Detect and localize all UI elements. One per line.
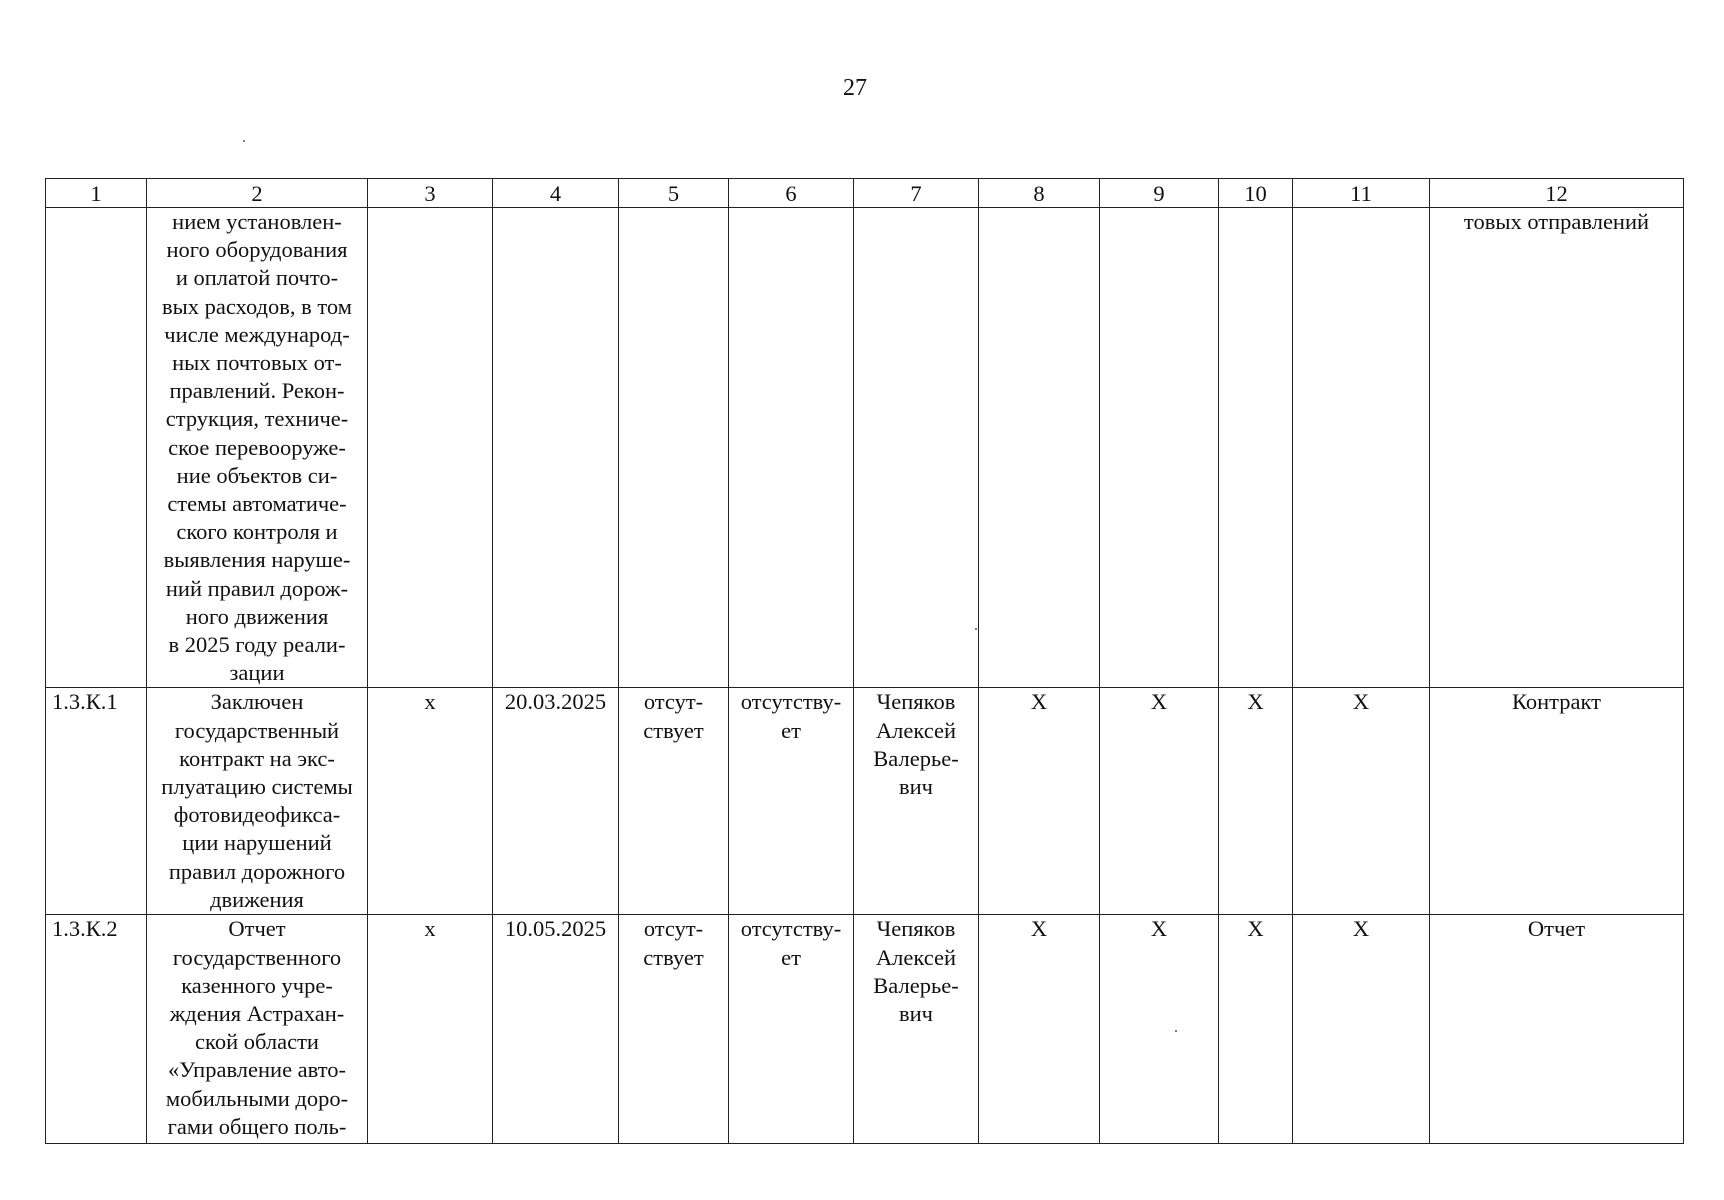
row-col3: х — [424, 689, 436, 715]
row-col10: X — [1247, 916, 1264, 942]
table-cell — [979, 688, 1100, 915]
table-cell — [1100, 915, 1219, 1144]
table-cell — [1430, 688, 1684, 915]
column-header: 3 — [368, 179, 493, 208]
continued-result: товых отправлений — [1463, 209, 1650, 234]
table-cell — [729, 688, 854, 915]
table-cell — [1100, 208, 1219, 688]
row-col5: отсут- ствует — [643, 916, 704, 970]
row-col10: X — [1247, 689, 1264, 715]
row-col6: отсутству- ет — [740, 689, 842, 743]
table-cell — [368, 915, 493, 1144]
table-cell — [729, 915, 854, 1144]
table-cell — [147, 915, 368, 1144]
table-cell — [1430, 208, 1684, 688]
column-header: 11 — [1293, 179, 1430, 208]
table-cell — [46, 915, 147, 1144]
table-cell — [1219, 208, 1293, 688]
row-col9: X — [1150, 916, 1168, 942]
table-cell — [619, 208, 729, 688]
row-col5: отсут- ствует — [643, 689, 704, 743]
column-header: 5 — [619, 179, 729, 208]
column-header: 2 — [147, 179, 368, 208]
row-description: Отчет государственного казенного учре- ждения Астрахан- ской области «Управление авто- мобильными доро- гами общего поль- — [165, 916, 349, 1139]
continuation-row — [46, 208, 1684, 688]
table-cell — [493, 915, 619, 1144]
table-cell — [368, 688, 493, 915]
table-cell — [854, 208, 979, 688]
row-date: 10.05.2025 — [504, 916, 607, 942]
header-row — [46, 179, 1684, 208]
table-cell — [619, 688, 729, 915]
table-cell — [147, 208, 368, 688]
row-result: Отчет — [1527, 916, 1586, 942]
row-date: 20.03.2025 — [504, 689, 607, 715]
column-header: 1 — [46, 179, 147, 208]
table-cell — [493, 688, 619, 915]
table-cell — [854, 915, 979, 1144]
row-col9: X — [1150, 689, 1168, 715]
table-cell — [854, 688, 979, 915]
scan-speck — [975, 628, 977, 630]
row-number: 1.3.К.1 — [52, 689, 118, 715]
table-cell — [1430, 915, 1684, 1144]
row-col8: X — [1030, 916, 1048, 942]
row-result: Контракт — [1512, 689, 1601, 715]
table-cell — [46, 208, 147, 688]
table-cell — [368, 208, 493, 688]
row-col6: отсутству- ет — [740, 916, 842, 970]
table-cell — [147, 688, 368, 915]
table-cell — [1219, 915, 1293, 1144]
table-cell — [1219, 688, 1293, 915]
data-table — [45, 178, 1684, 1144]
table-cell — [1293, 688, 1430, 915]
table-cell — [1100, 688, 1219, 915]
column-header: 6 — [729, 179, 854, 208]
table-cell — [493, 208, 619, 688]
row-responsible: Чепяков Алексей Валерье- вич — [873, 689, 959, 800]
page-number-text: 27 — [843, 75, 867, 101]
table-cell — [979, 208, 1100, 688]
scan-speck — [1175, 1030, 1177, 1032]
column-header: 9 — [1100, 179, 1219, 208]
column-header: 8 — [979, 179, 1100, 208]
table-cell — [46, 688, 147, 915]
row-responsible: Чепяков Алексей Валерье- вич — [873, 916, 959, 1027]
table-row — [46, 915, 1684, 1144]
scan-speck — [243, 140, 245, 142]
row-col3: х — [424, 916, 436, 942]
table-cell — [979, 915, 1100, 1144]
column-header: 7 — [854, 179, 979, 208]
continued-description: нием установлен- ного оборудования и оплатой почто- вых расходов, в том числе международ- ных почтовых от- правлений. Рекон- струкция, техниче- ское перевооруже- ние объектов си- стемы автоматиче- ского контроля и выявления наруше- ний правил дорож- ного движения в 2025 году реали- зации — [162, 209, 352, 686]
column-header: 4 — [493, 179, 619, 208]
row-number: 1.3.К.2 — [52, 916, 118, 942]
table-cell — [729, 208, 854, 688]
row-col8: X — [1030, 689, 1048, 715]
row-description: Заключен государственный контракт на экс- плуатацию системы фотовидеофикса- ции нарушений правил дорожного движения — [161, 689, 353, 912]
row-col11: X — [1352, 916, 1370, 942]
page-number — [0, 74, 1724, 102]
table-cell — [1293, 915, 1430, 1144]
column-header: 12 — [1430, 179, 1684, 208]
table-cell — [619, 915, 729, 1144]
column-header: 10 — [1219, 179, 1293, 208]
row-col11: X — [1352, 689, 1370, 715]
table-row — [46, 688, 1684, 915]
table-cell — [1293, 208, 1430, 688]
